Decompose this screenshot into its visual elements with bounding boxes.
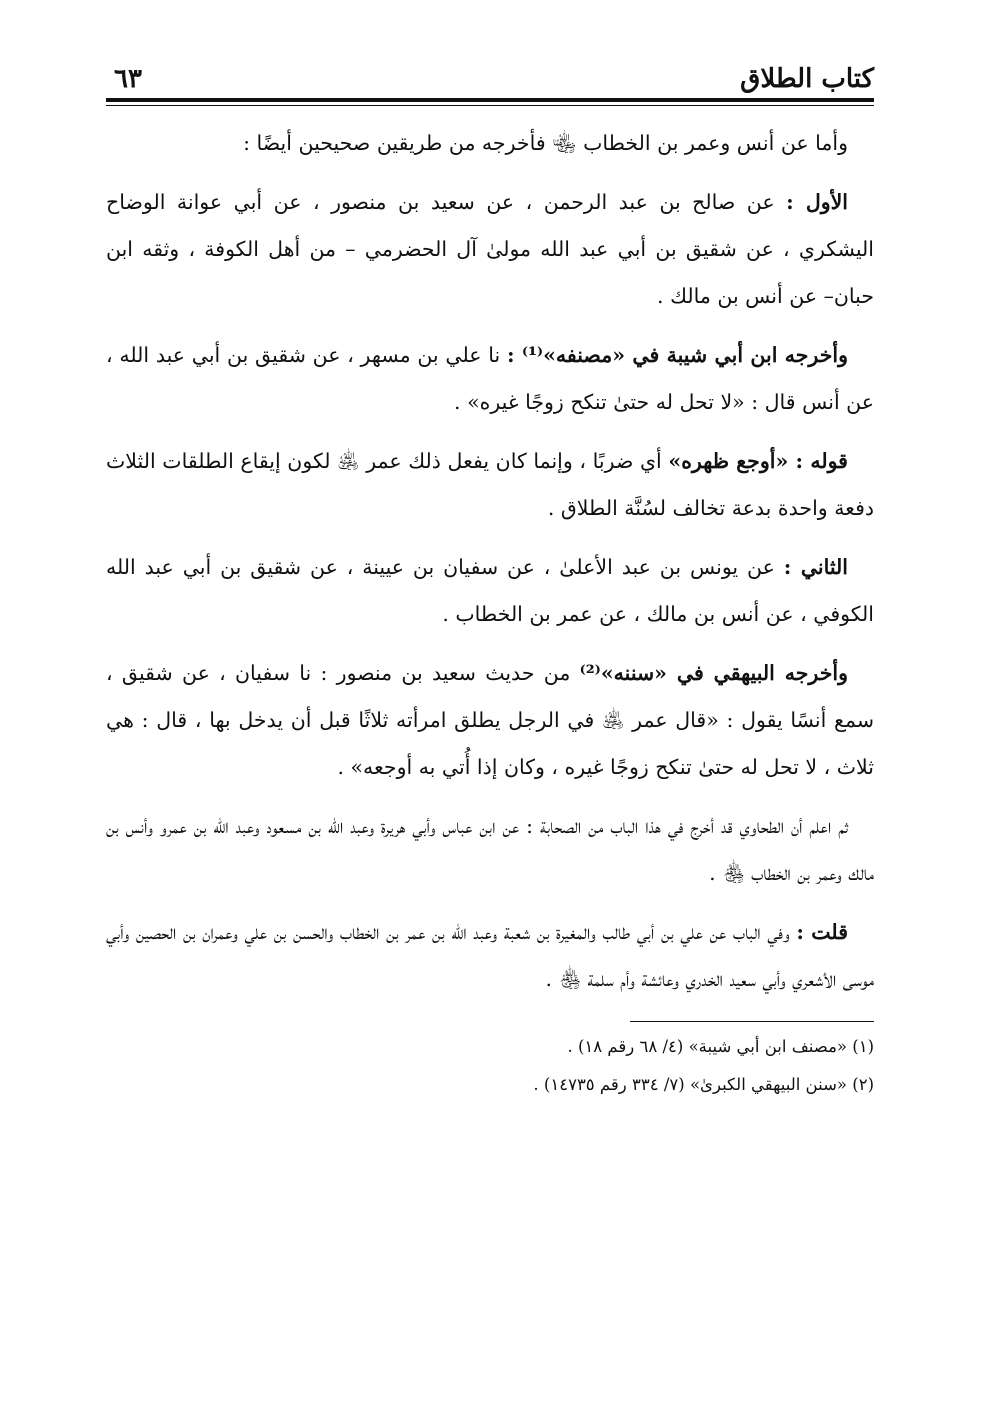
paragraph-lead: قوله : «أوجع ظهره» [668, 449, 848, 473]
paragraph: الأول : عن صالح بن عبد الرحمن ، عن سعيد بن منصور ، عن أبي عوانة الوضاح اليشكري ، عن شقيق بن أبي عبد الله مولىٰ آل الحضرمي – من أهل الكوفة ، وثقه ابن حبان– عن أنس بن مالك . [106, 190, 874, 308]
main-text [106, 120, 874, 1003]
paragraph-lead: الأول : [786, 190, 848, 214]
paragraph-lead: وأخرجه ابن أبي شيبة في «مصنفه»⁽¹⁾ : [506, 343, 848, 367]
paragraph-lead: قلت : [796, 920, 848, 944]
chapter-title: كتاب الطلاق [740, 64, 874, 94]
footnote-2: (٢) «سنن البيهقي الكبرىٰ» (٧/ ٣٣٤ رقم ١٤٧٣٥) . [533, 1075, 874, 1094]
header-rule-thin [106, 105, 874, 106]
paragraph: وأما عن أنس وعمر بن الخطاب ﵄ فأخرجه من طريقين صحيحين أيضًا : [243, 131, 848, 155]
paragraph: قوله : «أوجع ظهره» أي ضربًا ، وإنما كان يفعل ذلك عمر ﵁ لكون إيقاع الطلقات الثلاث دفعة واحدة بدعة تخالف لسُنَّة الطلاق . [106, 449, 874, 520]
paragraph: ثم اعلم أن الطحاوي قد أخرج في هذا الباب من الصحابة : عن ابن عباس وأبي هريرة وعبد الله بن مسعود وعبد الله بن عمرو وأنس بن مالك وعمر بن الخطاب ﵃ . [106, 814, 874, 885]
book-page [106, 52, 874, 1104]
paragraph: وأخرجه ابن أبي شيبة في «مصنفه»⁽¹⁾ : نا علي بن مسهر ، عن شقيق بن أبي عبد الله ، عن أنس قال : «لا تحل له حتىٰ تنكح زوجًا غيره» . [106, 343, 874, 414]
paragraph-lead: الثاني : [783, 555, 848, 579]
paragraph-lead: وأخرجه البيهقي في «سننه»⁽²⁾ [579, 661, 849, 685]
paragraph: وأخرجه البيهقي في «سننه»⁽²⁾ من حديث سعيد بن منصور : نا سفيان ، عن شقيق ، سمع أنسًا يقول : «قال عمر ﵁ في الرجل يطلق امرأته ثلاثًا قبل أن يدخل بها ، قال : هي ثلاث ، لا تحل له حتىٰ تنكح زوجًا غيره ، وكان إذا أُتي به أوجعه» . [106, 661, 874, 779]
running-header [106, 52, 874, 94]
paragraph: الثاني : عن يونس بن عبد الأعلىٰ ، عن سفيان بن عيينة ، عن شقيق بن أبي عبد الله الكوفي ، عن أنس بن مالك ، عن عمر بن الخطاب . [106, 555, 874, 626]
footnote-1: (١) «مصنف ابن أبي شيبة» (٤/ ٦٨ رقم ١٨) . [567, 1037, 874, 1056]
header-rule-thick [106, 98, 874, 102]
footnote-separator [630, 1021, 874, 1022]
paragraph: قلت : وفي الباب عن علي بن أبي طالب والمغيرة بن شعبة وعبد الله بن عمر بن الخطاب والحسن بن علي وعمران بن الحصين وأبي موسى الأشعري وأبي سعيد الخدري وعائشة وأم سلمة ﵃ . [106, 920, 874, 991]
page-number: ٦٣ [114, 64, 142, 94]
